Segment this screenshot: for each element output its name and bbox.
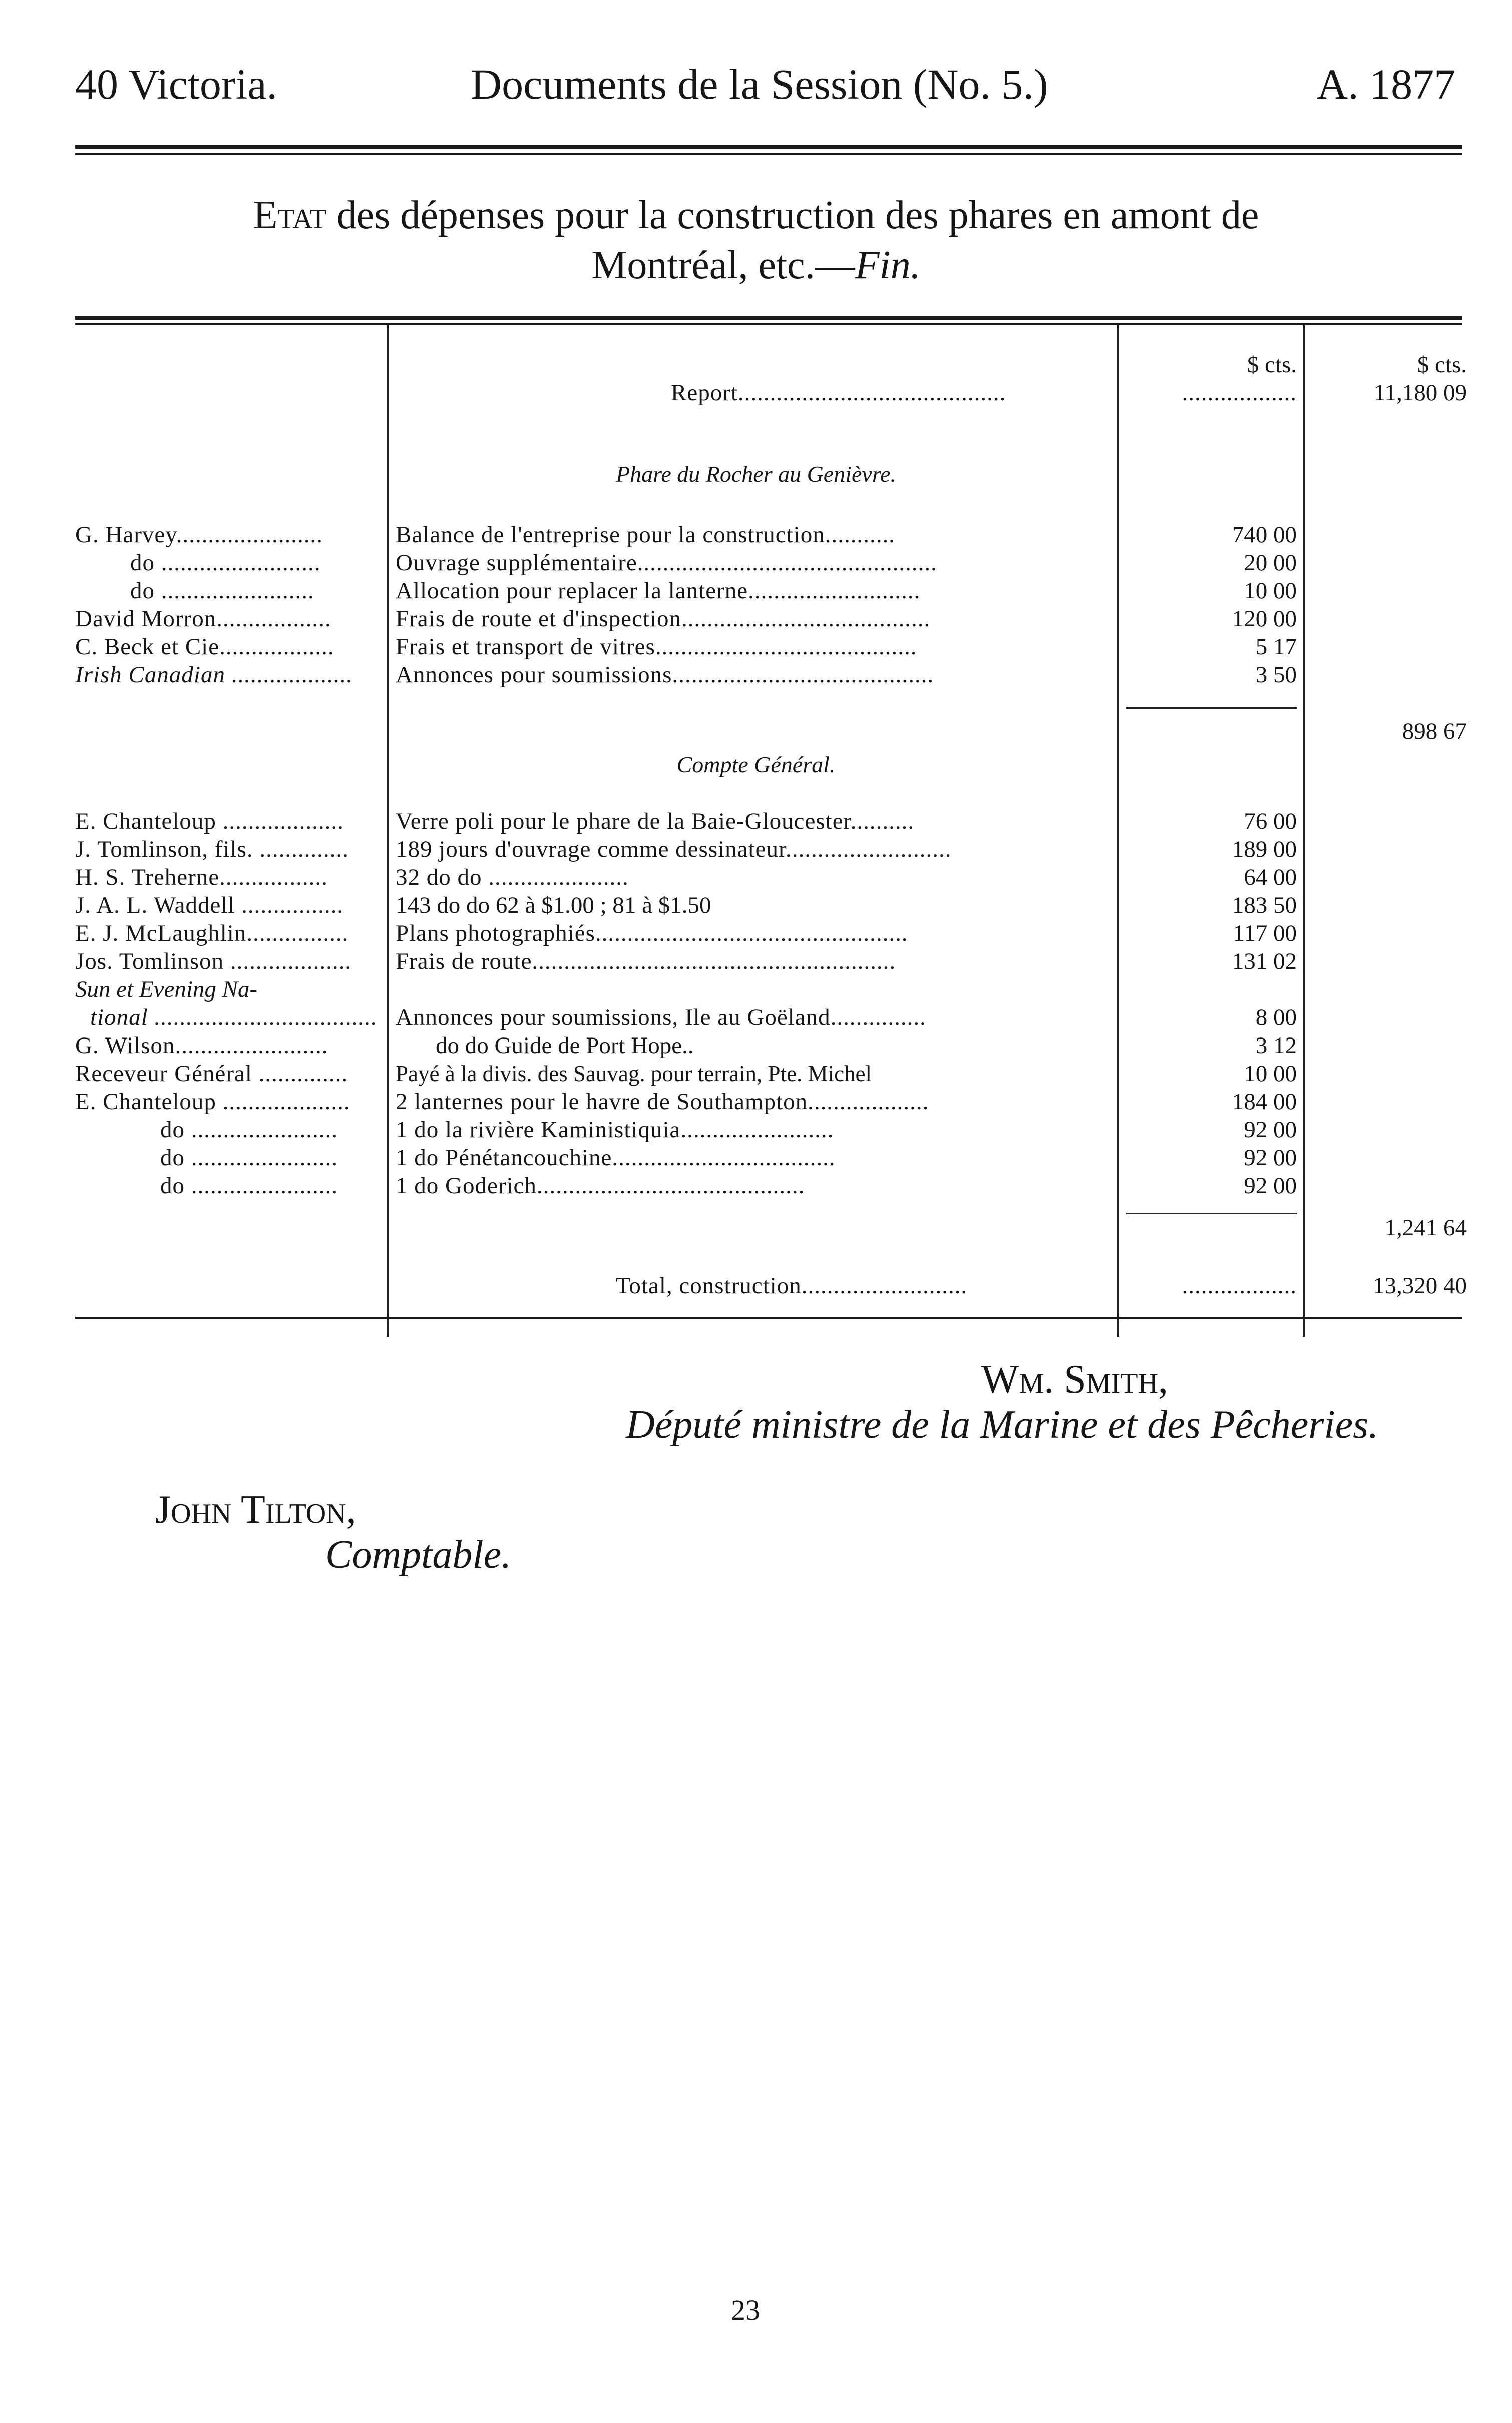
payee: Receveur Général .............. — [75, 1061, 348, 1087]
amount: 183 50 — [1232, 892, 1297, 918]
amount: 3 50 — [1255, 662, 1297, 688]
description: Frais et transport de vitres......................................... — [396, 634, 917, 660]
description: do do Guide de Port Hope.. — [436, 1032, 694, 1059]
signatory-tilton-name — [155, 1487, 356, 1533]
table-row — [0, 891, 1512, 919]
payee: tional ................................... — [90, 1004, 378, 1030]
table-row — [0, 919, 1512, 947]
table-row — [0, 633, 1512, 661]
description: Verre poli pour le phare de la Baie-Gloucester.......... — [396, 808, 915, 834]
payee: Jos. Tomlinson ................... — [75, 948, 352, 974]
amount: 64 00 — [1244, 864, 1297, 890]
report-label: Report.......................................... — [671, 380, 1006, 406]
payee: J. Tomlinson, fils. .............. — [75, 836, 349, 862]
table-row — [0, 605, 1512, 633]
description: 1 do la rivière Kaministiquia........................ — [396, 1117, 834, 1143]
total-label: Total, construction.......................... — [616, 1273, 968, 1299]
description: 1 do Goderich.......................................... — [396, 1173, 805, 1199]
amount: 131 02 — [1232, 948, 1297, 974]
column-heads — [0, 351, 1512, 379]
amount: 184 00 — [1232, 1089, 1297, 1115]
title-line-1 — [0, 190, 1512, 240]
report-amount: .................. — [1182, 380, 1297, 406]
table-row — [0, 1172, 1512, 1200]
payee: do ....................... — [160, 1117, 338, 1143]
section-heading-rocher: Phare du Rocher au Genièvre. — [616, 461, 896, 487]
description: 32 do do ...................... — [396, 864, 629, 890]
table-row — [0, 549, 1512, 577]
header-rule-thick — [75, 145, 1462, 149]
table-row — [0, 1116, 1512, 1144]
signatory-smith-name — [981, 1357, 1168, 1403]
total-amount-dots: .................. — [1182, 1273, 1297, 1299]
payee: do ....................... — [160, 1145, 338, 1171]
table-row — [0, 947, 1512, 975]
table-row — [0, 863, 1512, 891]
amount: 8 00 — [1255, 1004, 1297, 1030]
table-bottom-rule — [75, 1317, 1462, 1319]
payee: Irish Canadian ................... — [75, 662, 353, 688]
amount: 740 00 — [1232, 522, 1297, 548]
payee: do ........................ — [130, 578, 314, 604]
signatory-tilton-title: Comptable. — [325, 1533, 512, 1577]
table-row — [0, 661, 1512, 689]
subtotal-general: 1,241 64 — [1384, 1215, 1467, 1241]
page-number: 23 — [731, 2294, 760, 2326]
section-subtotal — [0, 1214, 1512, 1242]
subtotal-rocher: 898 67 — [1402, 718, 1467, 744]
payee: G. Wilson........................ — [75, 1032, 328, 1059]
payee: do ......................... — [130, 550, 321, 576]
header-session: Documents de la Session (No. 5.) — [471, 60, 1048, 108]
amount: 76 00 — [1244, 808, 1297, 834]
description: Annonces pour soumissions, Ile au Goëland............... — [396, 1004, 926, 1030]
description: Frais de route et d'inspection....................................... — [396, 606, 931, 632]
payee: David Morron.................. — [75, 606, 331, 632]
description: Frais de route......................................................... — [396, 948, 896, 974]
description: 2 lanternes pour le havre de Southampton................... — [396, 1089, 929, 1115]
header-volume: 40 Victoria. — [75, 60, 278, 108]
description: 143 do do 62 à $1.00 ; 81 à $1.50 — [396, 892, 711, 918]
description: Allocation pour replacer la lanterne........................... — [396, 578, 921, 604]
payee: E. Chanteloup .................... — [75, 1089, 350, 1115]
amount: 120 00 — [1232, 606, 1297, 632]
header-rule-thin — [75, 153, 1462, 155]
header-year: A. 1877 — [1317, 60, 1456, 108]
table-row — [0, 521, 1512, 549]
description: Payé à la divis. des Sauvag. pour terrain, Pte. Michel — [396, 1061, 872, 1086]
table-row — [0, 1003, 1512, 1031]
description: 189 jours d'ouvrage comme dessinateur.......................... — [396, 836, 952, 862]
description: Plans photographiés................................................. — [396, 920, 908, 946]
section-heading-general: Compte Général. — [676, 752, 836, 777]
payee: H. S. Treherne................. — [75, 864, 328, 890]
amount: 117 00 — [1233, 920, 1297, 946]
smith-name-text: Wm. Smith, — [981, 1357, 1168, 1402]
title-line-2-text: Montréal, etc.— — [591, 243, 855, 287]
table-row — [0, 1031, 1512, 1060]
amount: 5 17 — [1255, 634, 1297, 660]
amount: 20 00 — [1244, 550, 1297, 576]
table-row — [0, 577, 1512, 605]
title-lead: Etat — [253, 193, 327, 237]
total-row — [0, 1272, 1512, 1300]
description: Balance de l'entreprise pour la construction........... — [396, 522, 895, 548]
title-line-2 — [0, 240, 1512, 290]
payee: do ....................... — [160, 1173, 338, 1199]
amount: 92 00 — [1244, 1117, 1297, 1143]
payee: C. Beck et Cie.................. — [75, 634, 334, 660]
report-row — [0, 379, 1512, 407]
payee: J. A. L. Waddell ................ — [75, 892, 344, 918]
amount: 10 00 — [1244, 578, 1297, 604]
title-line-2-fin: Fin. — [855, 243, 921, 287]
amount: 92 00 — [1244, 1173, 1297, 1199]
report-total: 11,180 09 — [1373, 380, 1467, 406]
amount: 3 12 — [1255, 1032, 1297, 1059]
section-subtotal — [0, 717, 1512, 745]
table-row — [0, 807, 1512, 835]
description: 1 do Pénétancouchine................................... — [396, 1145, 836, 1171]
grand-total: 13,320 40 — [1373, 1273, 1467, 1299]
subtotal-rule-1 — [1126, 707, 1297, 709]
document-title — [0, 190, 1512, 290]
title-line-1-text: des dépenses pour la construction des phares en amont de — [336, 193, 1259, 237]
table-top-rule-thin — [75, 323, 1462, 325]
tilton-name-text: John Tilton, — [155, 1488, 356, 1532]
signatory-smith-title: Député ministre de la Marine et des Pêcheries. — [626, 1403, 1379, 1447]
col-head-total: $ cts. — [1417, 352, 1467, 378]
amount: 92 00 — [1244, 1145, 1297, 1171]
amount: 10 00 — [1244, 1061, 1297, 1087]
payee: G. Harvey....................... — [75, 522, 323, 548]
table-top-rule-thick — [75, 316, 1462, 320]
amount: 189 00 — [1232, 836, 1297, 862]
table-row — [0, 1060, 1512, 1088]
payee: E. Chanteloup ................... — [75, 808, 344, 834]
description: Annonces pour soumissions......................................... — [396, 662, 934, 688]
table-row — [0, 835, 1512, 863]
description: Ouvrage supplémentaire............................................... — [396, 550, 937, 576]
payee: E. J. McLaughlin................ — [75, 920, 349, 946]
col-head-amount: $ cts. — [1247, 352, 1297, 378]
payee: Sun et Evening Na- — [75, 976, 258, 1002]
table-row — [0, 1088, 1512, 1116]
table-row — [0, 975, 1512, 1003]
table-row — [0, 1144, 1512, 1172]
